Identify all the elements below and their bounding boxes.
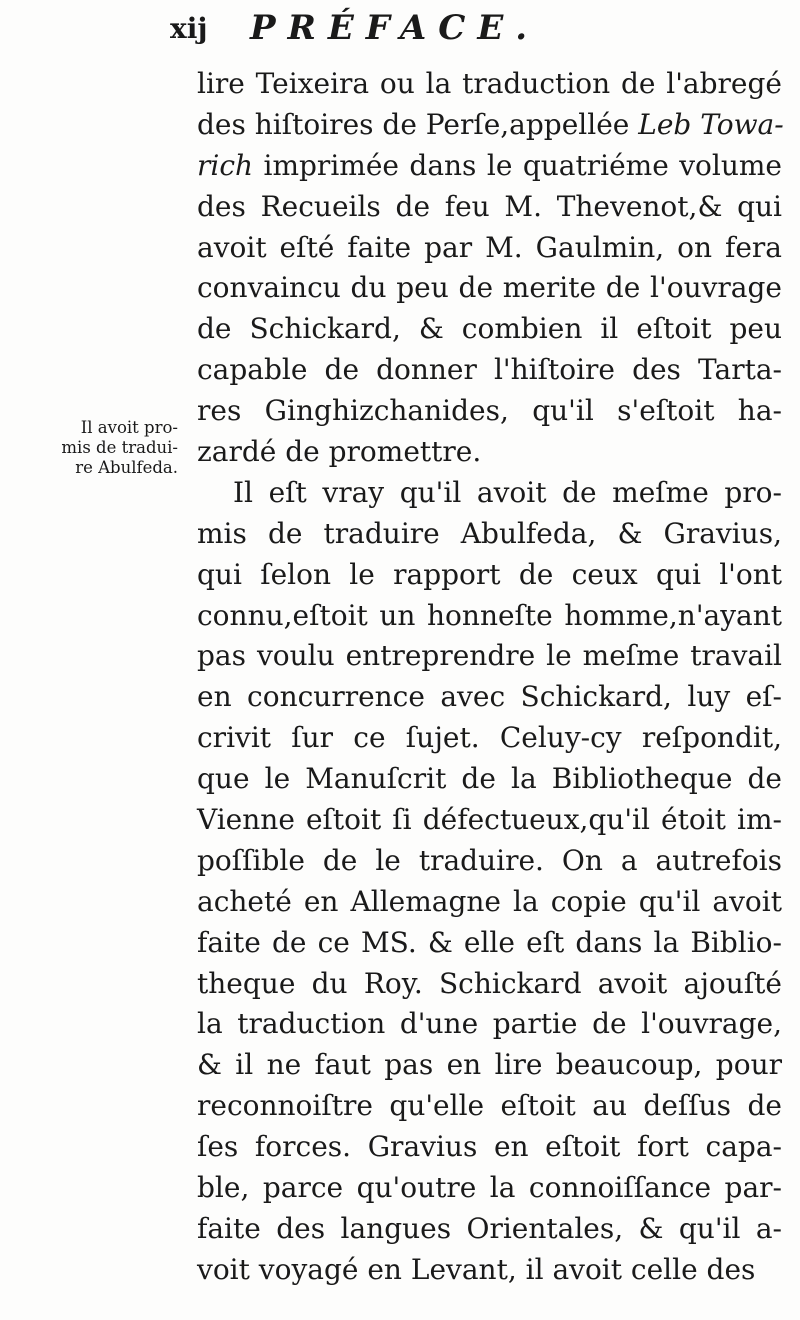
text-line: pas voulu entreprendre le meſme travail [197,639,782,673]
margin-note-line: re Abulfeda. [75,458,178,477]
text-line: convaincu du peu de merite de l'ouvrage [197,271,782,305]
text-line: des hiſtoires de Perſe,appellée Leb Towa- [197,107,784,141]
text-line: zardé de promettre. [197,435,482,469]
text-line: des Recueils de feu M. Thevenot,& qui [197,189,782,223]
margin-note-line: mis de tradui- [61,438,178,457]
text-line: connu,eſtoit un honneſte homme,n'ayant [197,598,782,632]
text-line: faite des langues Orientales, & qu'il a- [197,1211,782,1245]
italic-title: rich [197,148,254,182]
text-line: res Ginghizchanides, qu'il s'eſtoit ha- [197,394,782,428]
text-line: qui ſelon le rapport de ceux qui l'ont [197,557,782,591]
text-line: Vienne eſtoit ſi défectueux,qu'il étoit im- [197,803,782,837]
text-line: de Schickard, & combien il eſtoit peu [197,312,782,346]
text-line: en concurrence avec Schickard, luy eſ- [197,680,782,714]
page-number: xij [170,12,208,45]
text-line: faite de ce MS. & elle eſt dans la Biblio- [197,925,782,959]
text-line: acheté en Allemagne la copie qu'il avoit [197,884,782,918]
text-line: avoit eſté faite par M. Gaulmin, on fera [197,230,782,264]
italic-title: Leb Towa- [638,107,784,141]
text-line: poſſible de le traduire. On a autrefois [197,843,782,877]
text-line: la traduction d'une partie de l'ouvrage, [197,1007,782,1041]
text-line: ble, parce qu'outre la connoiſſance par- [197,1171,782,1205]
text-line: rich imprimée dans le quatriéme volume [197,148,782,182]
text-line: capable de donner l'hiſtoire des Tarta- [197,353,782,387]
text-line: lire Teixeira ou la traduction de l'abregé [197,67,782,100]
text-line: voit voyagé en Levant, il avoit celle des [197,1252,756,1286]
body-text [197,64,782,1291]
margin-note [2,418,178,478]
text-line: ſes forces. Gravius en eſtoit fort capa- [197,1130,782,1164]
text-line: crivit ſur ce ſujet. Celuy-cy reſpondit, [197,721,782,755]
margin-note-line: Il avoit pro- [80,418,178,437]
text-line: Il eſt vray qu'il avoit de meſme pro- [233,475,782,509]
text-line: & il ne faut pas en lire beaucoup, pour [197,1048,782,1082]
text-line: mis de traduire Abulfeda, & Gravius, [197,516,782,550]
text-line: theque du Roy. Schickard avoit ajouſté [197,966,782,1000]
running-title: PRÉFACE. [250,8,540,48]
text-line: reconnoiſtre qu'elle eſtoit au deſſus de [197,1089,782,1123]
text-line: que le Manuſcrit de la Bibliotheque de [197,762,782,796]
running-header [170,4,770,58]
